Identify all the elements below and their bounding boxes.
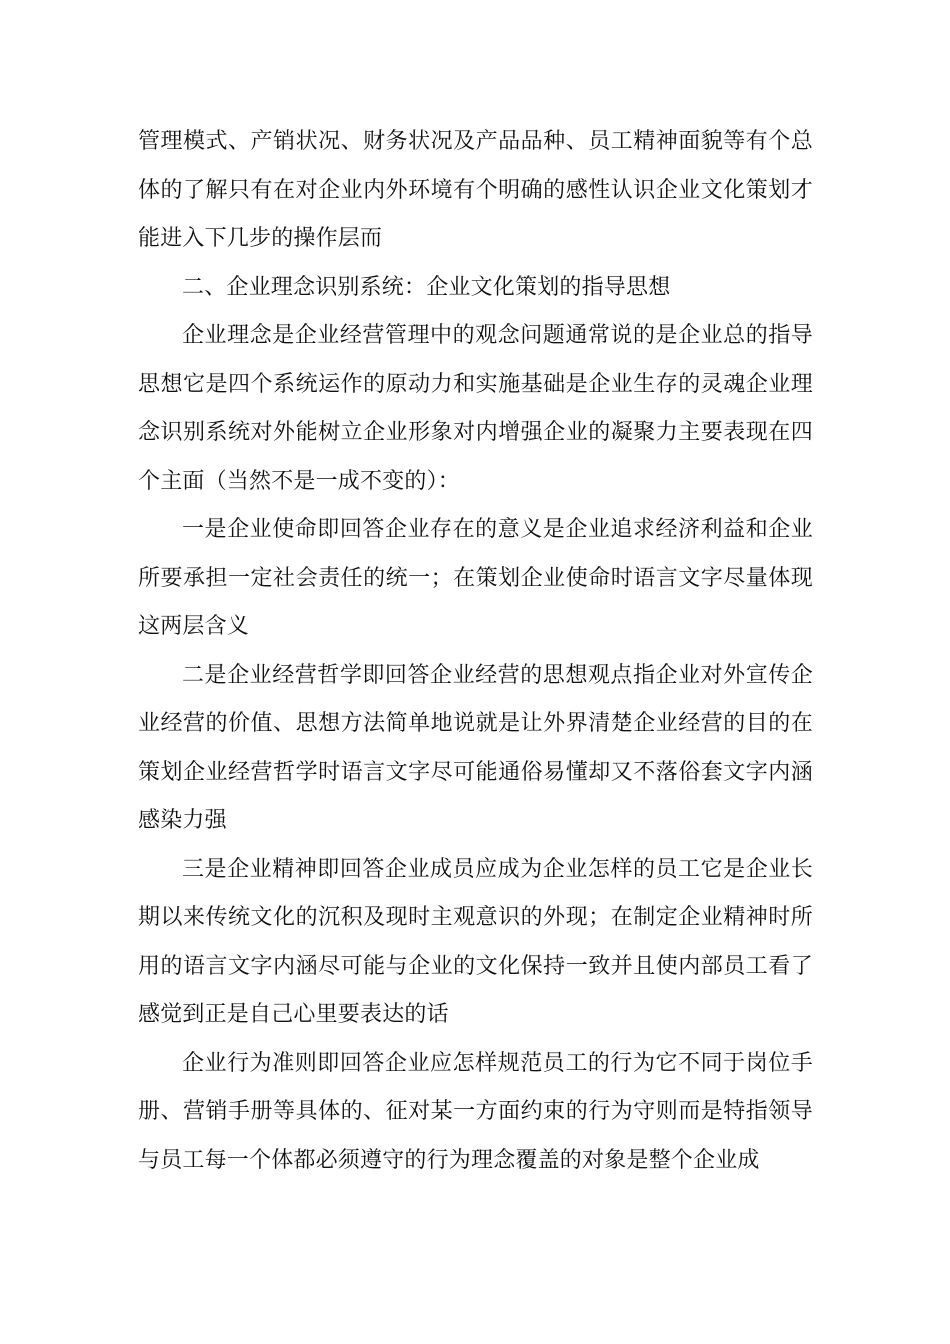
paragraph-code-of-conduct: 企业行为准则即回答企业应怎样规范员工的行为它不同于岗位手册、营销手册等具体的、征对某一方面约束的行为守则而是特指领导与员工每一个体都必须遵守的行为理念覆盖的对象是整个企业成 — [138, 1050, 813, 1173]
paragraph-business-philosophy: 二是企业经营哲学即回答企业经营的思想观点指企业对外宣传企业经营的价值、思想方法简单地说就是让外界清楚企业经营的目的在策划企业经营哲学时语言文字尽可能通俗易懂却又不落俗套文字内涵感染力强 — [138, 662, 813, 833]
paragraph-corporate-spirit: 三是企业精神即回答企业成员应成为企业怎样的员工它是企业长期以来传统文化的沉积及现时主观意识的外现；在制定企业精神时所用的语言文字内涵尽可能与企业的文化保持一致并且使内部员工看了感觉到正是自己心里要表达的话 — [138, 856, 813, 1027]
section-heading-corporate-philosophy: 二、企业理念识别系统：企业文化策划的指导思想 — [182, 274, 671, 300]
document-body — [138, 118, 813, 1185]
paragraph-continuation: 管理模式、产销状况、财务状况及产品品种、员工精神面貌等有个总体的了解只有在对企业内外环境有个明确的感性认识企业文化策划才能进入下几步的操作层而 — [138, 129, 813, 251]
paragraph-corporate-philosophy: 企业理念是企业经营管理中的观念问题通常说的是企业总的指导思想它是四个系统运作的原动力和实施基础是企业生存的灵魂企业理念识别系统对外能树立企业形象对内增强企业的凝聚力主要表现在四个主面（当然不是一成不变的）： — [138, 323, 813, 494]
paragraph-corporate-mission: 一是企业使命即回答企业存在的意义是企业追求经济利益和企业所要承担一定社会责任的统一；在策划企业使命时语言文字尽量体现这两层含义 — [138, 517, 813, 639]
